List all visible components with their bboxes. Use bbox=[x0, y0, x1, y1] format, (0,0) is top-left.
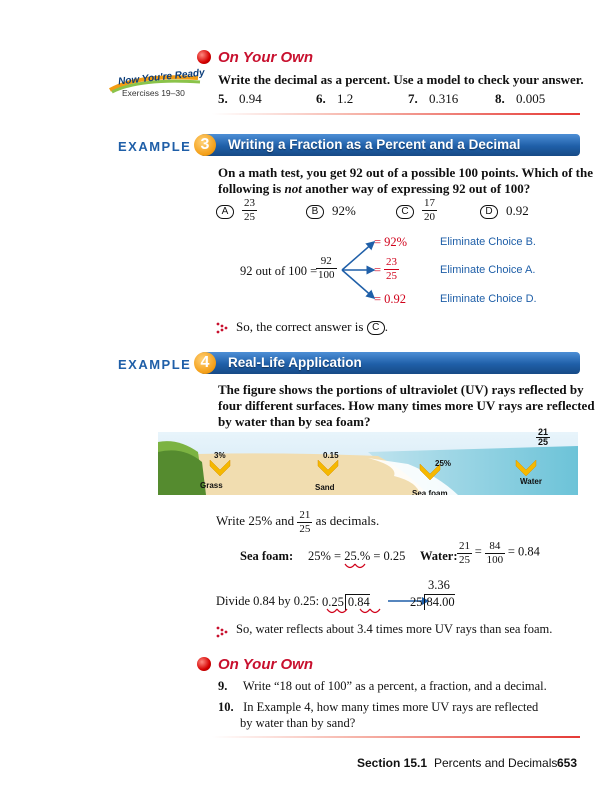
fraction-numerator: 23 bbox=[244, 197, 255, 209]
prompt-line bbox=[218, 181, 598, 197]
result-equals: = bbox=[374, 263, 382, 277]
decimal-shift-arrows-icon bbox=[344, 563, 368, 571]
fraction-denominator: 100 bbox=[486, 553, 504, 566]
exercise-item bbox=[408, 91, 458, 107]
seafoam-label: Sea foam bbox=[412, 489, 448, 495]
conclusion-text: So, water reflects about 3.4 times more UV rays than sea foam. bbox=[236, 622, 553, 636]
example-title: Real-Life Application bbox=[228, 355, 362, 370]
long-division-2 bbox=[410, 594, 455, 610]
example-label: EXAMPLE bbox=[118, 357, 192, 372]
exercise-text: Write “18 out of 100” as a percent, a fraction, and a decimal. bbox=[242, 679, 547, 693]
divisor: 25 bbox=[410, 595, 423, 609]
fraction-denominator: 100 bbox=[318, 268, 335, 281]
exercise-number: 10. bbox=[218, 700, 234, 714]
exercise-item bbox=[218, 699, 538, 731]
exercise-text-continued: by water than by sand? bbox=[240, 716, 356, 730]
example-label: EXAMPLE bbox=[118, 139, 192, 154]
exercise-text: 0.316 bbox=[429, 91, 459, 106]
exercise-item bbox=[316, 91, 353, 107]
eliminate-note: Eliminate Choice B. bbox=[440, 236, 536, 248]
exercise-number: 8. bbox=[495, 91, 505, 106]
answer-choice: C bbox=[367, 321, 385, 335]
water-work-label: Water: bbox=[420, 549, 458, 563]
answer-text: So, the correct answer is bbox=[236, 319, 364, 334]
choice-letter: B bbox=[306, 205, 324, 219]
footer-section: Section 15.1 bbox=[357, 756, 428, 770]
exercise-item bbox=[495, 91, 545, 107]
fraction-numerator: 92 bbox=[316, 255, 337, 269]
answer-arrow-icon bbox=[216, 626, 228, 638]
eliminate-note: Eliminate Choice D. bbox=[440, 293, 537, 305]
water-fraction-1 bbox=[457, 540, 472, 566]
exercise-text: 0.005 bbox=[516, 91, 546, 106]
exercise-number: 6. bbox=[316, 91, 326, 106]
write-fraction bbox=[297, 509, 312, 535]
choice-fraction bbox=[242, 197, 257, 223]
answer-arrow-icon bbox=[216, 322, 228, 334]
answer-statement bbox=[236, 319, 388, 335]
exercise-text: 1.2 bbox=[337, 91, 354, 106]
grass-label: Grass bbox=[200, 481, 223, 490]
choice-value: 0.92 bbox=[506, 203, 529, 218]
dividend: 84.00 bbox=[424, 594, 455, 610]
choice-letter: D bbox=[480, 205, 498, 219]
footer-title: Percents and Decimals bbox=[434, 756, 558, 770]
exercise-number: 9. bbox=[218, 679, 228, 693]
seafoam-percent: 25% bbox=[435, 459, 452, 468]
choice-fraction bbox=[422, 197, 437, 223]
section-divider bbox=[212, 736, 580, 738]
water-result: = 0.84 bbox=[507, 544, 540, 559]
choice-letter: A bbox=[216, 205, 234, 219]
exercise-text: In Example 4, how many times more UV rays are reflected bbox=[243, 700, 539, 714]
on-your-own-heading: On Your Own bbox=[218, 656, 314, 673]
bullet-red-dot-icon bbox=[197, 657, 211, 671]
exercise-number: 7. bbox=[408, 91, 418, 106]
fraction-numerator: 84 bbox=[485, 540, 506, 554]
example-prompt bbox=[218, 382, 598, 430]
divisor: 0.25 bbox=[322, 595, 344, 609]
page-number: 653 bbox=[557, 756, 578, 770]
fraction-numerator: 21 bbox=[459, 540, 470, 552]
fraction-numerator: 23 bbox=[386, 256, 397, 268]
choice-letter: C bbox=[396, 205, 414, 219]
example-title: Writing a Fraction as a Percent and a Decimal bbox=[228, 137, 521, 152]
exercises-link[interactable]: Exercises 19–30 bbox=[122, 88, 185, 98]
fraction-denominator: 25 bbox=[244, 210, 255, 223]
prompt-emphasis: not bbox=[284, 181, 302, 196]
example-number-badge: 4 bbox=[194, 352, 216, 374]
fraction-denominator: 25 bbox=[459, 553, 470, 566]
seafoam-work-label: Sea foam: bbox=[240, 549, 294, 563]
now-youre-ready-badge bbox=[108, 67, 208, 102]
choice-value: 92% bbox=[332, 203, 356, 218]
sand-percent: 0.15 bbox=[323, 451, 339, 460]
seafoam-work-equation: 25% = 25.% = 0.25 bbox=[308, 549, 406, 563]
fraction-denominator: 25 bbox=[299, 522, 311, 535]
result-fraction bbox=[384, 256, 399, 282]
decimal-shift-arrows-icon bbox=[326, 608, 386, 616]
result-decimal: = 0.92 bbox=[374, 292, 407, 306]
work-lhs: 92 out of 100 = bbox=[240, 264, 318, 278]
fraction-denominator: 20 bbox=[424, 210, 435, 223]
fraction-denominator: 25 bbox=[386, 269, 397, 282]
divide-instruction: Divide 0.84 by 0.25: bbox=[216, 594, 320, 608]
dividend: 0.84 bbox=[345, 594, 370, 610]
prompt-line: by water than by sea foam? bbox=[218, 414, 371, 429]
quotient: 3.36 bbox=[428, 578, 450, 592]
water-fraction bbox=[536, 428, 550, 448]
fraction-denominator: 25 bbox=[538, 437, 549, 448]
prompt-text: following is bbox=[218, 181, 285, 196]
prompt-line: four different surfaces. How many times more UV rays are reflected bbox=[218, 398, 595, 413]
sand-label: Sand bbox=[315, 483, 335, 492]
exercise-text: 0.94 bbox=[239, 91, 262, 106]
now-youre-ready-label: Now You're Ready bbox=[117, 67, 206, 88]
write-text: Write 25% and bbox=[216, 513, 295, 529]
water-fraction-2 bbox=[485, 540, 506, 566]
grass-percent: 3% bbox=[214, 451, 226, 460]
fraction-numerator: 21 bbox=[299, 509, 311, 521]
prompt-line: On a math test, you get 92 out of a possible 100 points. Which of the bbox=[218, 165, 593, 180]
example-prompt bbox=[218, 165, 598, 197]
fraction-numerator: 17 bbox=[424, 197, 435, 209]
result-percent: = 92% bbox=[374, 235, 408, 249]
prompt-text: another way of expressing 92 out of 100? bbox=[301, 181, 531, 196]
eliminate-note: Eliminate Choice A. bbox=[440, 264, 536, 276]
section-divider bbox=[212, 113, 580, 115]
write-text: as decimals. bbox=[315, 513, 380, 529]
water-work-equation: $\frac{21}{25}$ = $\frac{84}{100}$ = 0.84 bbox=[459, 540, 540, 566]
on-your-own-instruction: Write the decimal as a percent. Use a model to check your answer. bbox=[218, 72, 584, 87]
bullet-red-dot-icon bbox=[197, 50, 211, 64]
uv-reflection-figure bbox=[158, 432, 578, 495]
answer-period: . bbox=[384, 319, 388, 334]
exercise-number: 5. bbox=[218, 91, 228, 106]
exercise-item bbox=[218, 91, 262, 107]
example-number-badge: 3 bbox=[194, 134, 216, 156]
prompt-line: The figure shows the portions of ultraviolet (UV) rays reflected by bbox=[218, 382, 584, 397]
work-fraction bbox=[316, 255, 337, 281]
fraction-numerator: 21 bbox=[538, 427, 549, 437]
on-your-own-heading: On Your Own bbox=[218, 49, 314, 66]
exercise-item bbox=[218, 679, 547, 694]
water-label: Water bbox=[520, 477, 542, 486]
write-instruction bbox=[216, 509, 379, 535]
